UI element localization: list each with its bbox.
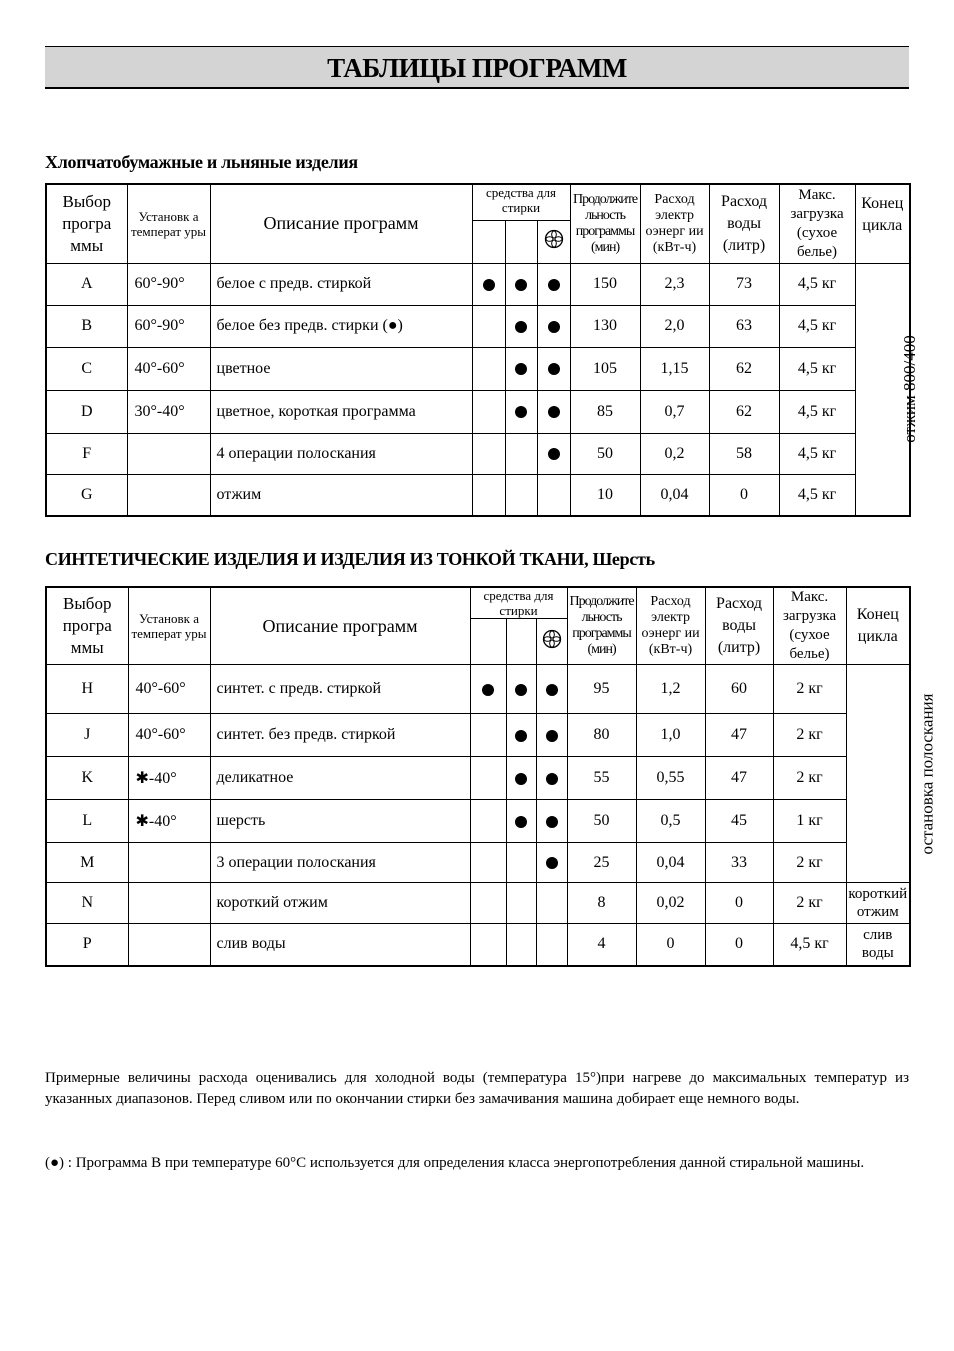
program-load: 4,5 кг (779, 347, 855, 390)
program-code: P (46, 924, 128, 966)
table-row (46, 757, 910, 800)
program-water: 62 (709, 347, 779, 390)
softener-cell (537, 305, 570, 347)
table-row (46, 714, 910, 757)
softener-cell (536, 883, 567, 924)
detergent-dot-icon (546, 730, 558, 742)
softener-cell (536, 665, 567, 714)
detergent-dot-icon (548, 279, 560, 291)
program-duration: 80 (567, 714, 636, 757)
prewash-cell (470, 757, 506, 800)
softener-cell (537, 263, 570, 305)
program-water: 0 (709, 474, 779, 516)
prewash-cell (472, 347, 505, 390)
cycle-end-label: остановка полоскания (917, 693, 937, 854)
table-row (46, 263, 910, 305)
program-load: 2 кг (773, 665, 846, 714)
program-description: 3 операции полоскания (210, 843, 470, 883)
detergent-dot-icon (548, 448, 560, 460)
detergent-dot-icon (483, 279, 495, 291)
prewash-cell (472, 390, 505, 433)
program-code: D (46, 390, 127, 433)
detergent-dot-icon (548, 321, 560, 333)
wash-cell (506, 843, 536, 883)
program-water: 63 (709, 305, 779, 347)
program-description: цветное, короткая программа (210, 390, 472, 433)
program-temp (127, 474, 210, 516)
header-temp: Установк а температ уры (128, 587, 210, 665)
cotton-section-title: Хлопчатобумажные и льняные изделия (45, 152, 358, 172)
program-duration: 10 (570, 474, 640, 516)
wash-cell (506, 883, 536, 924)
program-code: N (46, 883, 128, 924)
program-energy: 1,15 (640, 347, 709, 390)
program-energy: 0,04 (636, 843, 705, 883)
program-water: 45 (705, 800, 773, 843)
program-description: белое с предв. стиркой (210, 263, 472, 305)
program-temp: 60°-90° (127, 263, 210, 305)
page-title: ТАБЛИЦЫ ПРОГРАММ (45, 46, 909, 89)
program-description: короткий отжим (210, 883, 470, 924)
program-water: 0 (705, 924, 773, 966)
softener-icon (537, 220, 570, 263)
program-description: шерсть (210, 800, 470, 843)
wash-cell (505, 347, 537, 390)
program-duration: 85 (570, 390, 640, 433)
program-temp (128, 924, 210, 966)
program-code: C (46, 347, 127, 390)
header-desc: Описание программ (210, 587, 470, 665)
program-description: слив воды (210, 924, 470, 966)
header-duration: Продолжите льность программы (мин) (567, 587, 636, 665)
wash-cell (505, 474, 537, 516)
header-water: Расход воды (литр) (709, 184, 779, 263)
table-row (46, 883, 910, 924)
header-select: Выбор програ ммы (46, 184, 127, 263)
program-duration: 130 (570, 305, 640, 347)
prewash-cell (470, 800, 506, 843)
program-energy: 2,0 (640, 305, 709, 347)
cycle-end-label: отжим 800/400 (899, 335, 919, 443)
softener-cell (537, 474, 570, 516)
detergent-dot-icon (515, 279, 527, 291)
detergent-dot-icon (515, 406, 527, 418)
program-water: 60 (705, 665, 773, 714)
prewash-cell (470, 883, 506, 924)
program-load: 2 кг (773, 843, 846, 883)
detergent-dot-icon (515, 684, 527, 696)
program-energy: 0 (636, 924, 705, 966)
energy-class-note: (●) : Программа B при температуре 60°C используется для определения класса энергопотребления данной стиральной машины. (45, 1155, 865, 1171)
program-load: 4,5 кг (779, 263, 855, 305)
wash-cell (506, 665, 536, 714)
program-water: 58 (709, 433, 779, 474)
detergent-main-col (506, 619, 536, 665)
program-temp: 40°-60° (128, 714, 210, 757)
program-energy: 2,3 (640, 263, 709, 305)
program-duration: 55 (567, 757, 636, 800)
program-description: деликатное (210, 757, 470, 800)
table-row (46, 433, 910, 474)
program-duration: 150 (570, 263, 640, 305)
table-row (46, 390, 910, 433)
program-code: F (46, 433, 127, 474)
detergent-dot-icon (546, 773, 558, 785)
prewash-cell (472, 305, 505, 347)
softener-cell (537, 390, 570, 433)
program-temp: ✱-40° (128, 800, 210, 843)
wash-cell (505, 263, 537, 305)
program-duration: 50 (570, 433, 640, 474)
program-temp: 40°-60° (128, 665, 210, 714)
program-description: отжим (210, 474, 472, 516)
program-description: синтет. с предв. стиркой (210, 665, 470, 714)
detergent-dot-icon (546, 816, 558, 828)
program-load: 2 кг (773, 883, 846, 924)
program-duration: 25 (567, 843, 636, 883)
softener-cell (536, 757, 567, 800)
softener-cell (537, 347, 570, 390)
header-water: Расход воды (литр) (705, 587, 773, 665)
program-load: 2 кг (773, 757, 846, 800)
program-duration: 105 (570, 347, 640, 390)
program-duration: 50 (567, 800, 636, 843)
table-row (46, 347, 910, 390)
detergent-dot-icon (482, 684, 494, 696)
program-duration: 8 (567, 883, 636, 924)
table-row (46, 924, 910, 966)
program-water: 0 (705, 883, 773, 924)
header-end: Конец цикла (846, 587, 910, 665)
softener-cell (537, 433, 570, 474)
program-code: M (46, 843, 128, 883)
cycle-end-short-spin: короткий отжим (846, 883, 910, 924)
prewash-cell (470, 665, 506, 714)
wash-cell (505, 433, 537, 474)
consumption-note: Примерные величины расхода оценивались для холодной воды (температура 15°)при нагреве до максимальных температур из указанных диапазонов. Перед сливом или по окончании стирки без замачивания машина добирает еще немного воды. (45, 1070, 909, 1107)
program-load: 4,5 кг (773, 924, 846, 966)
program-temp: 60°-90° (127, 305, 210, 347)
program-description: цветное (210, 347, 472, 390)
cycle-end-spin (855, 263, 919, 516)
detergent-dot-icon (546, 684, 558, 696)
detergent-dot-icon (515, 773, 527, 785)
program-temp (128, 843, 210, 883)
program-energy: 0,5 (636, 800, 705, 843)
table-row (46, 305, 910, 347)
header-end: Конец цикла (855, 184, 910, 263)
program-temp: 30°-40° (127, 390, 210, 433)
cotton-program-table (45, 183, 919, 517)
program-water: 33 (705, 843, 773, 883)
wash-cell (506, 757, 536, 800)
header-select: Выбор програ ммы (46, 587, 128, 665)
softener-icon (536, 619, 567, 665)
table-row (46, 800, 910, 843)
program-duration: 95 (567, 665, 636, 714)
program-load: 2 кг (773, 714, 846, 757)
table-row (46, 665, 910, 714)
softener-cell (536, 714, 567, 757)
program-temp: ✱-40° (128, 757, 210, 800)
detergent-dot-icon (548, 363, 560, 375)
softener-cell (536, 924, 567, 966)
program-load: 4,5 кг (779, 474, 855, 516)
program-description: белое без предв. стирки (●) (210, 305, 472, 347)
program-description: синтет. без предв. стиркой (210, 714, 470, 757)
program-temp (128, 883, 210, 924)
program-water: 62 (709, 390, 779, 433)
header-load: Макс. загрузка (сухое белье) (773, 587, 846, 665)
prewash-cell (470, 843, 506, 883)
softener-cell (536, 800, 567, 843)
table-row (46, 474, 910, 516)
detergent-dot-icon (546, 857, 558, 869)
cycle-end-drain: слив воды (846, 924, 910, 966)
program-code: L (46, 800, 128, 843)
program-code: G (46, 474, 127, 516)
header-energy: Расход электр оэнерг ии (кВт-ч) (640, 184, 709, 263)
program-load: 4,5 кг (779, 390, 855, 433)
program-code: H (46, 665, 128, 714)
program-water: 47 (705, 757, 773, 800)
program-energy: 0,2 (640, 433, 709, 474)
program-load: 1 кг (773, 800, 846, 843)
header-duration: Продолжите льность программы (мин) (570, 184, 640, 263)
softener-cell (536, 843, 567, 883)
prewash-cell (472, 433, 505, 474)
table-row (46, 843, 910, 883)
detergent-prewash-col (472, 220, 505, 263)
synthetic-program-table (45, 586, 937, 967)
wash-cell (506, 714, 536, 757)
program-code: J (46, 714, 128, 757)
program-energy: 0,55 (636, 757, 705, 800)
program-temp: 40°-60° (127, 347, 210, 390)
detergent-dot-icon (515, 321, 527, 333)
program-load: 4,5 кг (779, 433, 855, 474)
program-description: 4 операции полоскания (210, 433, 472, 474)
program-code: K (46, 757, 128, 800)
synthetic-section-title: СИНТЕТИЧЕСКИЕ ИЗДЕЛИЯ И ИЗДЕЛИЯ ИЗ ТОНКОЙ ТКАНИ, Шерсть (45, 549, 655, 569)
header-temp: Установк а температ уры (127, 184, 210, 263)
wash-cell (506, 800, 536, 843)
detergent-main-col (505, 220, 537, 263)
program-water: 47 (705, 714, 773, 757)
program-water: 73 (709, 263, 779, 305)
detergent-prewash-col (470, 619, 506, 665)
prewash-cell (472, 263, 505, 305)
prewash-cell (470, 924, 506, 966)
header-desc: Описание программ (210, 184, 472, 263)
detergent-dot-icon (515, 363, 527, 375)
header-detergent: средства для стирки (470, 587, 567, 619)
wash-cell (506, 924, 536, 966)
header-energy: Расход электр оэнерг ии (кВт-ч) (636, 587, 705, 665)
header-load: Макс. загрузка (сухое белье) (779, 184, 855, 263)
program-duration: 4 (567, 924, 636, 966)
program-energy: 0,7 (640, 390, 709, 433)
wash-cell (505, 390, 537, 433)
prewash-cell (472, 474, 505, 516)
program-energy: 0,02 (636, 883, 705, 924)
program-temp (127, 433, 210, 474)
program-code: A (46, 263, 127, 305)
program-energy: 1,0 (636, 714, 705, 757)
header-detergent: средства для стирки (472, 184, 570, 220)
program-energy: 0,04 (640, 474, 709, 516)
detergent-dot-icon (515, 730, 527, 742)
program-energy: 1,2 (636, 665, 705, 714)
program-load: 4,5 кг (779, 305, 855, 347)
cycle-end-rinse-hold (846, 665, 937, 883)
program-code: B (46, 305, 127, 347)
prewash-cell (470, 714, 506, 757)
detergent-dot-icon (548, 406, 560, 418)
wash-cell (505, 305, 537, 347)
detergent-dot-icon (515, 816, 527, 828)
